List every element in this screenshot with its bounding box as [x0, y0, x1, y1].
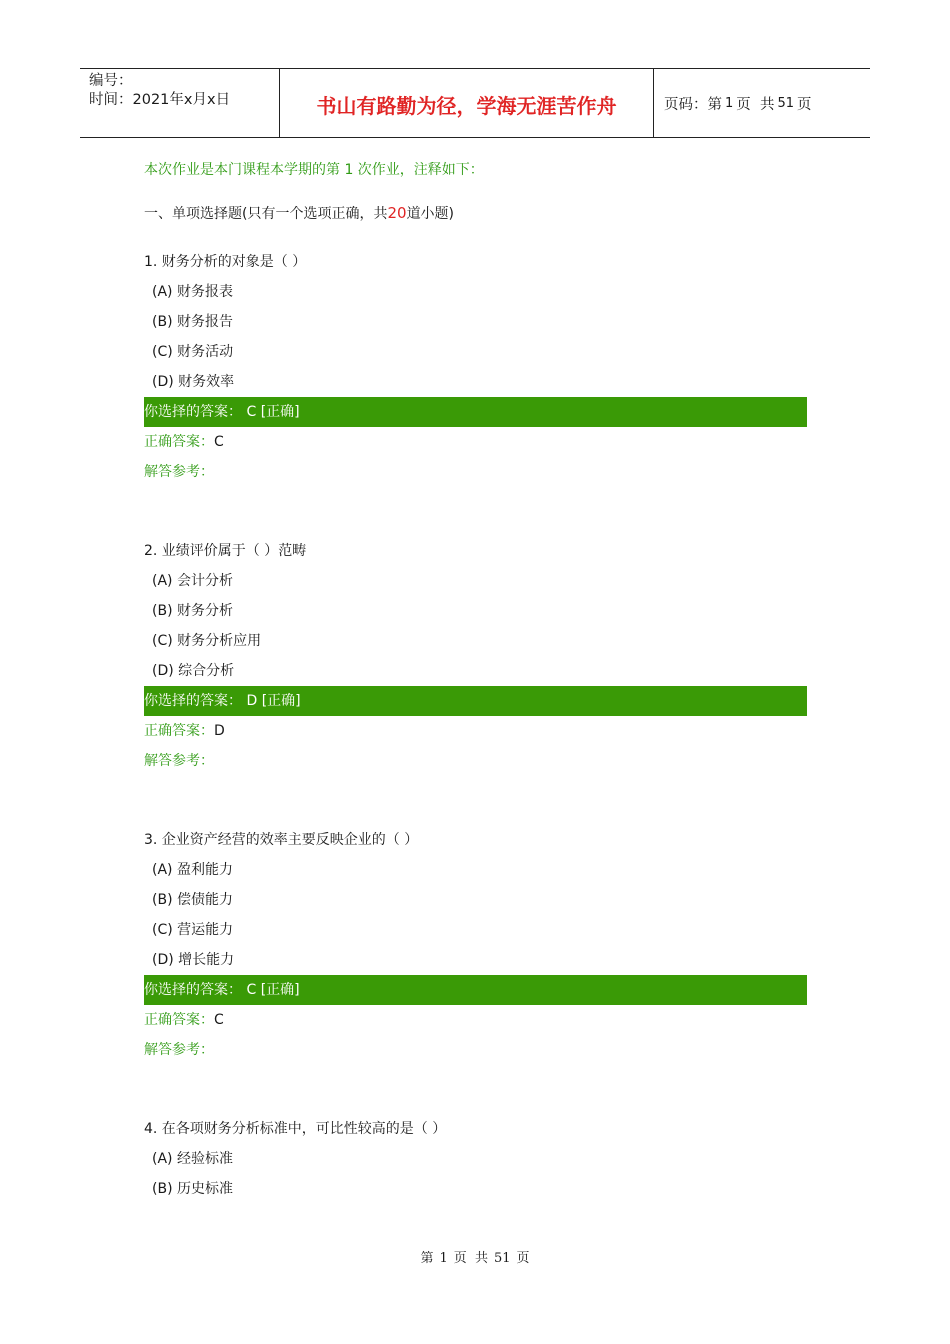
your-answer-label: 你选择的答案：: [144, 982, 242, 998]
footer-prefix: 第: [420, 1251, 434, 1266]
question-1: [144, 247, 807, 536]
option-a: (A) 财务报表: [152, 284, 233, 300]
correct-answer-row: [144, 716, 807, 746]
date-label: 时间：2021年x月x日: [89, 92, 231, 108]
page-footer: [0, 1247, 950, 1266]
page-mid: 页 共: [736, 96, 775, 113]
header-info-cell: [80, 69, 280, 137]
question-stem: 2. 业绩评价属于（ ）范畴: [144, 543, 307, 559]
option-b: (B) 财务分析: [152, 603, 233, 619]
option-b: (B) 财务报告: [152, 314, 233, 330]
question-3: [144, 825, 807, 1114]
header-page-cell: [654, 69, 870, 137]
answer-status: [正确]: [260, 404, 300, 420]
question-stem: 4. 在各项财务分析标准中，可比性较高的是（ ）: [144, 1121, 447, 1137]
option-a: (A) 经验标准: [152, 1151, 233, 1167]
homework-content: [144, 160, 807, 1204]
correct-answer: C: [214, 434, 224, 450]
intro-text: 本次作业是本门课程本学期的第 1 次作业，注释如下：: [144, 162, 484, 178]
question-stem: 1. 财务分析的对象是（ ）: [144, 254, 307, 270]
option-a: (A) 盈利能力: [152, 862, 233, 878]
page-end: 页: [797, 96, 812, 113]
chosen-answer-bar: [144, 397, 807, 427]
option-b: (B) 历史标准: [152, 1181, 233, 1197]
correct-answer: D: [214, 723, 225, 739]
correct-answer-label: 正确答案：: [144, 723, 214, 739]
answer-status: [正确]: [261, 693, 301, 709]
section-title-prefix: 一、单项选择题(只有一个选项正确，共: [144, 206, 388, 222]
option-c: (C) 营运能力: [152, 922, 234, 938]
question-stem: 3. 企业资产经营的效率主要反映企业的（ ）: [144, 832, 419, 848]
chosen-answer: D: [246, 693, 258, 709]
your-answer-label: 你选择的答案：: [144, 693, 242, 709]
option-a: (A) 会计分析: [152, 573, 233, 589]
your-answer-label: 你选择的答案：: [144, 404, 242, 420]
correct-answer: C: [214, 1012, 224, 1028]
option-b: (B) 偿债能力: [152, 892, 233, 908]
question-2: [144, 536, 807, 825]
footer-mid: 页 共: [453, 1251, 488, 1266]
footer-total-pages: 51: [494, 1251, 511, 1266]
reference-label: 解答参考：: [144, 464, 214, 480]
motto: 书山有路勤为径，学海无涯苦作舟: [280, 69, 654, 137]
option-d: (D) 综合分析: [152, 663, 235, 679]
chosen-answer: C: [246, 404, 257, 420]
section-title-suffix: 道小题): [406, 206, 455, 222]
correct-answer-row: [144, 1005, 807, 1035]
chosen-answer-bar: [144, 975, 807, 1005]
option-d: (D) 财务效率: [152, 374, 235, 390]
option-d: (D) 增长能力: [152, 952, 235, 968]
page-label: 页码：第: [664, 96, 722, 113]
page-total: 51: [777, 95, 795, 111]
page-current: 1: [725, 95, 734, 111]
footer-current-page: 1: [439, 1251, 448, 1266]
question-count: 20: [387, 204, 407, 222]
section-title: [144, 203, 807, 224]
correct-answer-row: [144, 427, 807, 457]
answer-status: [正确]: [260, 982, 300, 998]
correct-answer-label: 正确答案：: [144, 434, 214, 450]
reference-label: 解答参考：: [144, 753, 214, 769]
serial-label: 编号：: [89, 73, 133, 89]
correct-answer-label: 正确答案：: [144, 1012, 214, 1028]
question-4: [144, 1114, 807, 1204]
footer-suffix: 页: [516, 1251, 530, 1266]
chosen-answer: C: [246, 982, 257, 998]
option-c: (C) 财务分析应用: [152, 633, 262, 649]
reference-label: 解答参考：: [144, 1042, 214, 1058]
option-c: (C) 财务活动: [152, 344, 234, 360]
page-header: [80, 68, 870, 138]
chosen-answer-bar: [144, 686, 807, 716]
